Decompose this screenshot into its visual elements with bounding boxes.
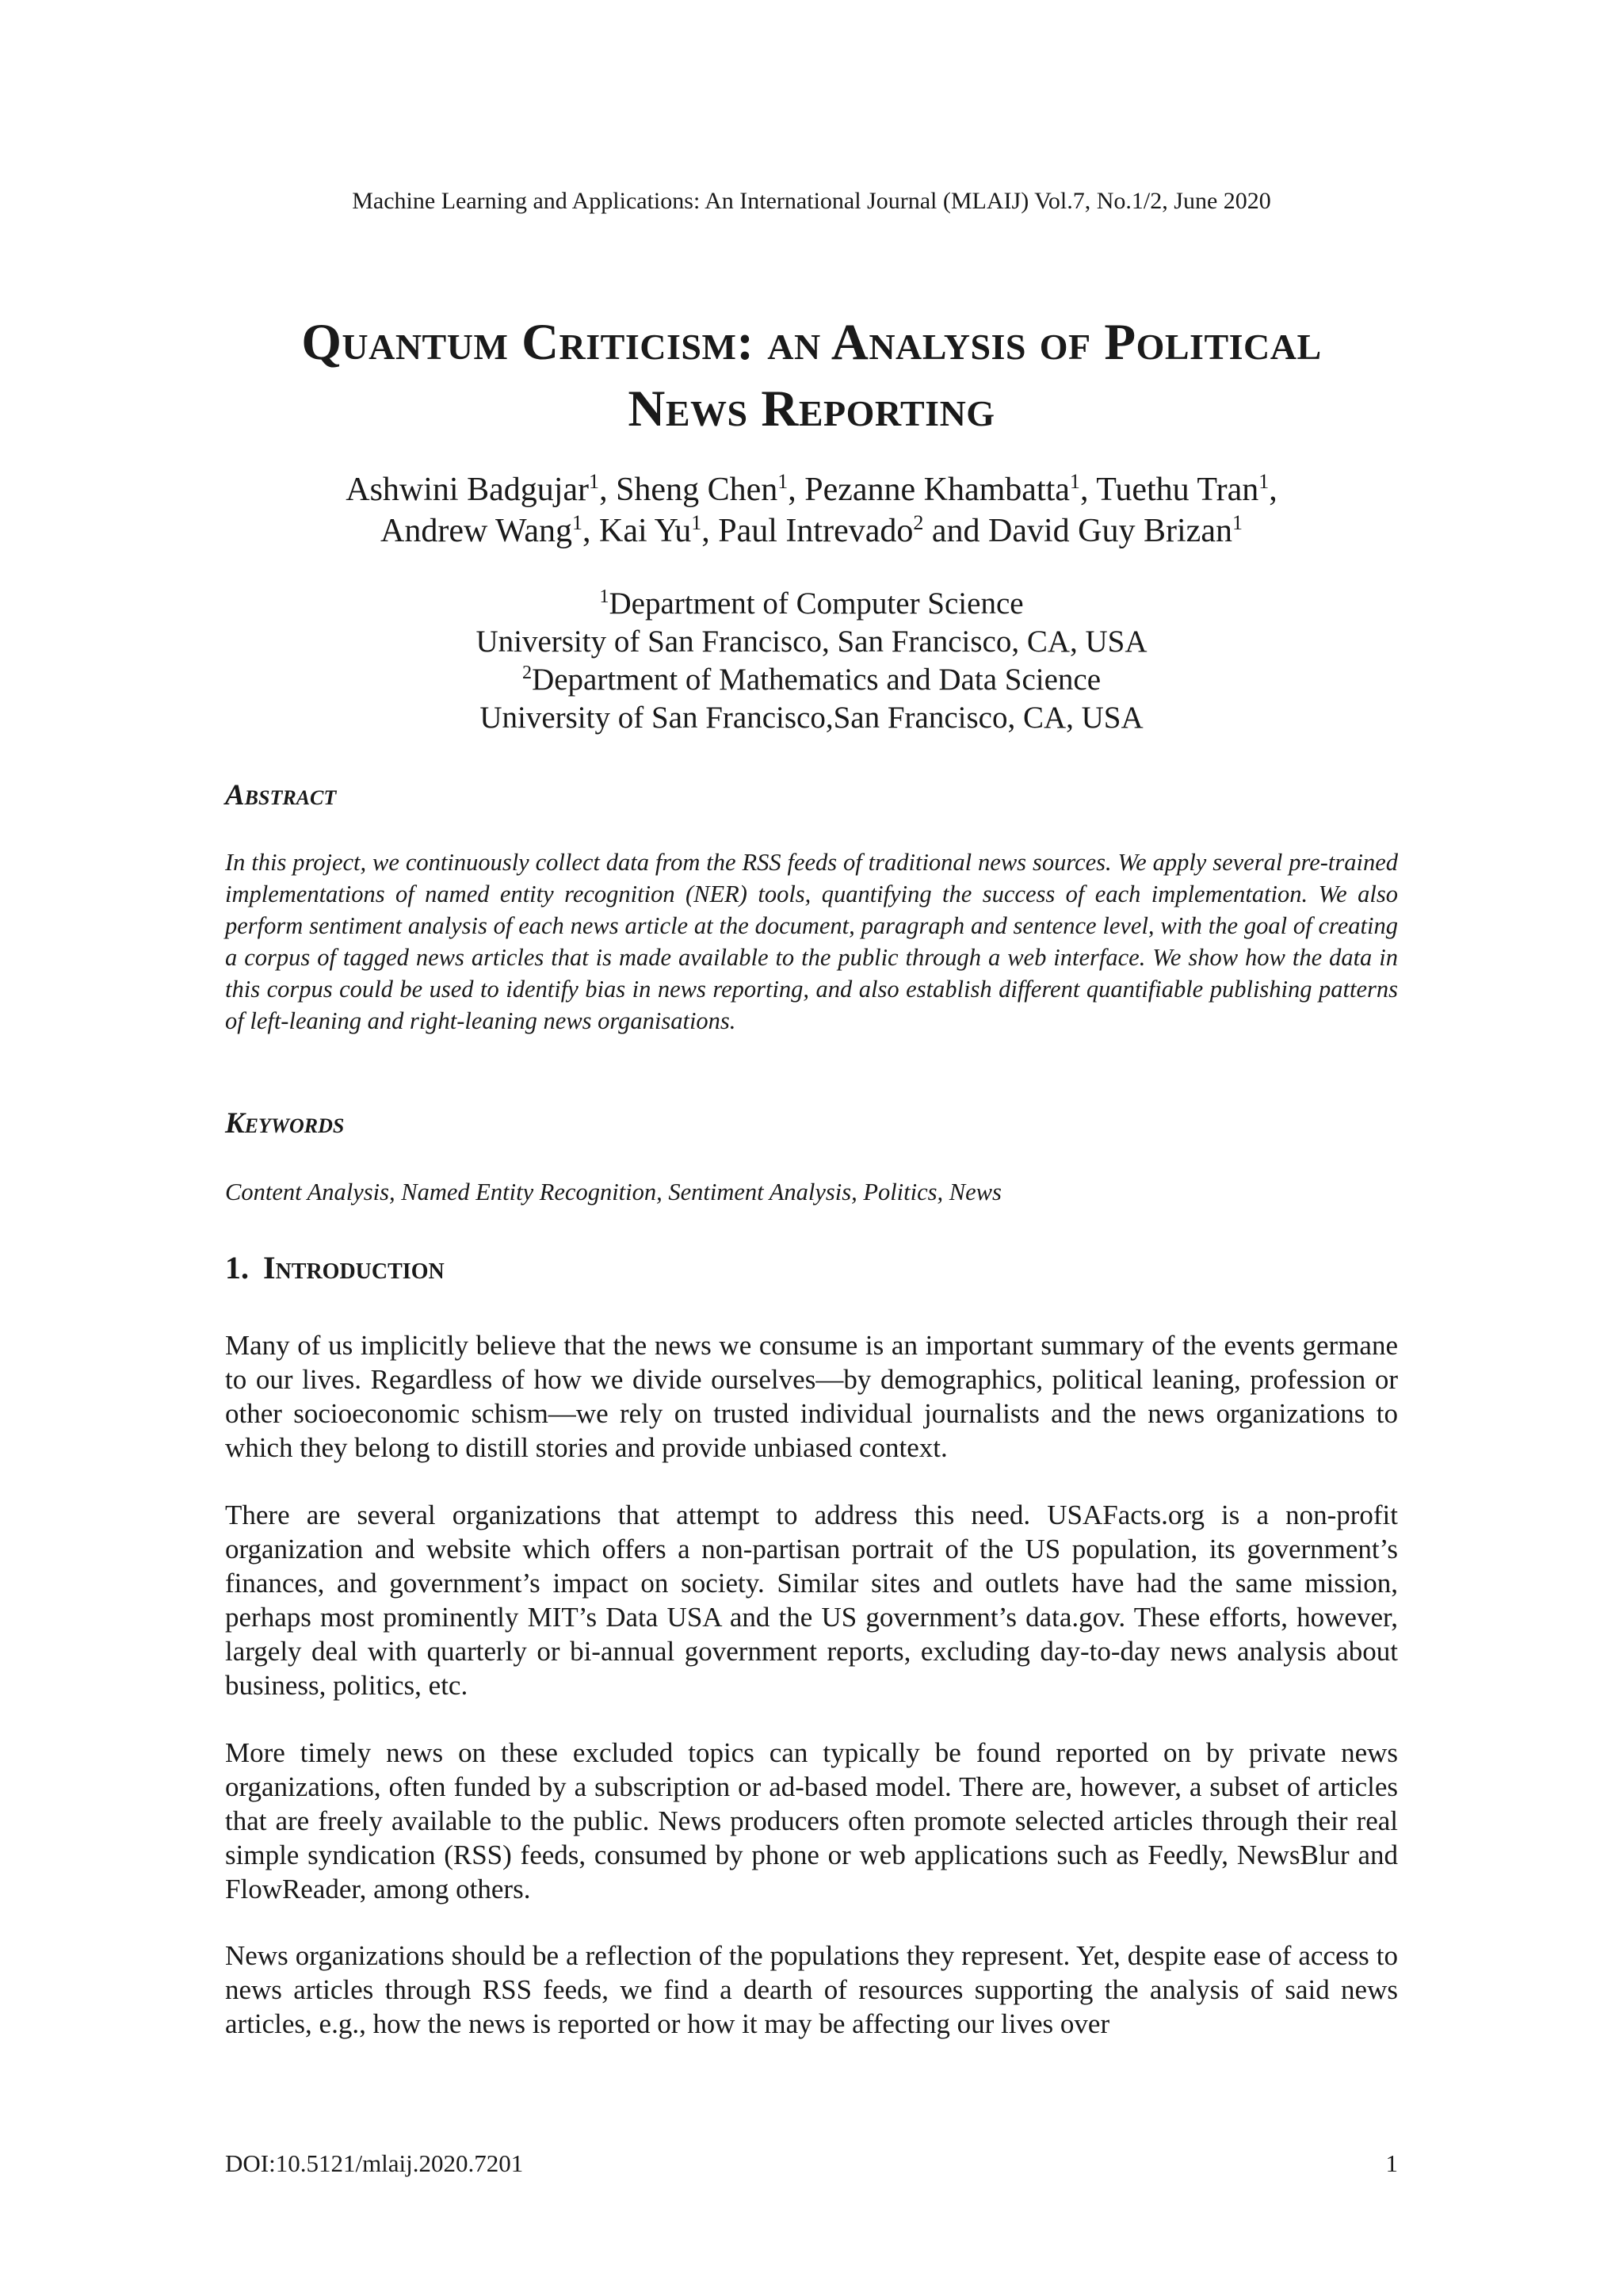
- dept-name: Department of Computer Science: [609, 586, 1024, 621]
- intro-paragraph-2: There are several organizations that attempt to address this need. USAFacts.org is a non-profit organization and website which offers a non-partisan portrait of the US population, its government’s finances, and government’s impact on society. Similar sites and outlets have had the same mission, perhaps most prominently MIT’s Data USA and the US government’s data.gov. These efforts, however, largely deal with quarterly or bi-annual government reports, excluding day-to-day news analysis about business, politics, etc.: [225, 1499, 1398, 1701]
- keywords-text: Content Analysis, Named Entity Recognition, Sentiment Analysis, Politics, News: [225, 1179, 1002, 1205]
- author-name: Pezanne Khambatta: [804, 472, 1070, 508]
- author-name: Kai Yu: [598, 513, 692, 549]
- author-conjunction: and: [931, 513, 980, 549]
- affiliation-univ-2: University of San Francisco,San Francisco, CA, USA: [479, 701, 1144, 735]
- intro-paragraph-1: Many of us implicitly believe that the news we consume is an important summary of the events germane to our lives. Regardless of how we divide ourselves—by demographics, political leaning, profession or other socioeconomic schism—we rely on trusted individual journalists and the news organizations to which they belong to distill stories and provide unbiased context.: [225, 1330, 1398, 1463]
- author-name: David Guy Brizan: [988, 513, 1232, 549]
- introduction-heading: [225, 1249, 445, 1287]
- author-name: Ashwini Badgujar: [346, 472, 590, 508]
- affiliation-marker: 1: [589, 470, 600, 493]
- intro-paragraph-4: News organizations should be a reflection of the populations they represent. Yet, despite ease of access to news articles through RSS feeds, we find a dearth of resources supporting the analysis of said news articles, e.g., how the news is reported or how it may be affecting our lives over: [225, 1940, 1398, 2039]
- affiliation-marker: 1: [777, 470, 789, 493]
- title-line-2: News Reporting: [628, 380, 995, 437]
- affiliation-univ-1: University of San Francisco, San Francisco, CA, USA: [475, 625, 1148, 659]
- author-name: Andrew Wang: [380, 513, 572, 549]
- affiliation-marker: 1: [1258, 470, 1270, 493]
- affiliation-marker: 1: [599, 586, 609, 607]
- author-line-2: Andrew Wang$^1$, Kai Yu$^1$, Paul Intrevado$^2$ and David Guy Brizan$^1$: [380, 511, 1243, 549]
- keywords-heading: Keywords: [225, 1107, 345, 1140]
- page-number: 1: [1385, 2149, 1398, 2177]
- author-line-1: Ashwini Badgujar$^1$, Sheng Chen$^1$, Pezanne Khambatta$^1$, Tuethu Tran$^1$,: [346, 470, 1277, 508]
- intro-paragraph-3: More timely news on these excluded topics can typically be found reported on by private news organizations, often funded by a subscription or ad-based model. There are, however, a subset of articles that are freely available to the public. News producers often promote selected articles through their real simple syndication (RSS) feeds, consumed by phone or web applications such as Feedly, NewsBlur and FlowReader, among others.: [225, 1737, 1398, 1904]
- abstract-text: In this project, we continuously collect data from the RSS feeds of traditional news sources. We apply several pre-trained implementations of named entity recognition (NER) tools, quantifying the success of each implementation. We also perform sentiment analysis of each news article at the document, paragraph and sentence level, with the goal of creating a corpus of tagged news articles that is made available to the public through a web interface. We show how the data in this corpus could be used to identify bias in news reporting, and also establish different quantifiable publishing patterns of left-leaning and right-leaning news organisations.: [225, 849, 1398, 1034]
- affiliation-block: [238, 585, 1385, 737]
- affiliation-dept-2: [238, 661, 1385, 699]
- section-title: Introduction: [263, 1250, 445, 1286]
- title-line-1: Quantum Criticism: an Analysis of Political: [301, 314, 1322, 371]
- dept-name: Department of Mathematics and Data Science: [532, 663, 1102, 697]
- author-list: [238, 469, 1385, 552]
- affiliation-marker: 1: [571, 511, 582, 534]
- doi-label: DOI:10.5121/mlaij.2020.7201: [225, 2149, 524, 2177]
- page-footer: [225, 2148, 1398, 2179]
- author-name: Tuethu Tran: [1096, 472, 1259, 508]
- running-header: Machine Learning and Applications: An International Journal (MLAIJ) Vol.7, No.1/2, June 2020: [352, 188, 1271, 214]
- affiliation-marker: 2: [913, 511, 924, 534]
- author-name: Sheng Chen: [616, 472, 778, 508]
- affiliation-dept-1: [238, 585, 1385, 623]
- affiliation-marker: 1: [1069, 470, 1080, 493]
- abstract-heading: Abstract: [225, 779, 337, 812]
- paper-title: [158, 309, 1465, 442]
- affiliation-marker: 1: [691, 511, 702, 534]
- affiliation-marker: 2: [521, 662, 533, 683]
- section-number: 1.: [225, 1250, 249, 1286]
- affiliation-marker: 1: [1232, 511, 1243, 534]
- author-name: Paul Intrevado: [718, 513, 914, 549]
